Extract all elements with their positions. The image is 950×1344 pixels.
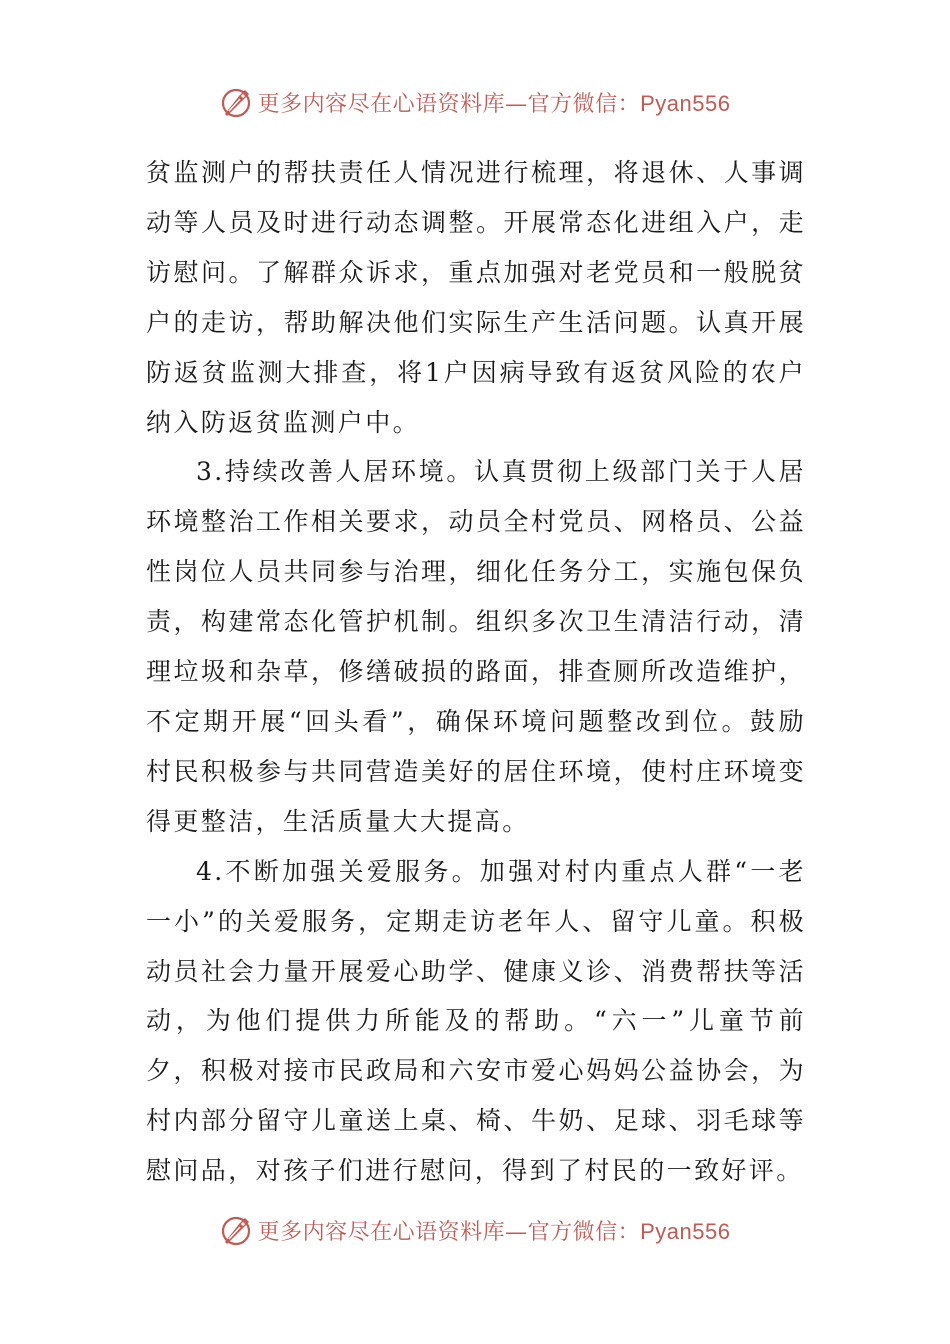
- footer-banner-text: 更多内容尽在心语资料库—官方微信：Pyan556: [257, 1218, 731, 1245]
- pen-nib-logo-icon: [220, 85, 254, 119]
- paragraph-living-environment: 3.持续改善人居环境。认真贯彻上级部门关于人居环境整治工作相关要求，动员全村党员、网格员、公益性岗位人员共同参与治理，细化任务分工，实施包保负责，构建常态化管护机制。组织多次卫生清洁行动，清理垃圾和杂草，修缮破损的路面，排查厕所改造维护，不定期开展“回头看”，确保环境问题整改到位。鼓励村民积极参与共同营造美好的居住环境，使村庄环境变得更整洁，生活质量大大提高。: [146, 457, 806, 836]
- footer-watermark-banner: [0, 1210, 950, 1250]
- paragraph-monitoring-continued: 贫监测户的帮扶责任人情况进行梳理，将退休、人事调动等人员及时进行动态调整。开展常态化进组入户，走访慰问。了解群众诉求，重点加强对老党员和一般脱贫户的走访，帮助解决他们实际生产生活问题。认真开展防返贫监测大排查，将1户因病导致有返贫风险的农户纳入防返贫监测户中。: [146, 158, 806, 437]
- paragraph-care-services: 4.不断加强关爱服务。加强对村内重点人群“一老一小”的关爱服务，定期走访老年人、留守儿童。积极动员社会力量开展爱心助学、健康义诊、消费帮扶等活动，为他们提供力所能及的帮助。“六一”儿童节前夕，积极对接市民政局和六安市爱心妈妈公益协会，为村内部分留守儿童送上桌、椅、牛奶、足球、羽毛球等慰问品，对孩子们进行慰问，得到了村民的一致好评。: [146, 856, 806, 1186]
- header-watermark-banner: [0, 82, 950, 122]
- document-body: [146, 148, 806, 1196]
- header-banner-text: 更多内容尽在心语资料库—官方微信：Pyan556: [257, 90, 731, 117]
- wechat-id: Pyan556: [640, 1218, 731, 1244]
- pen-nib-logo-icon: [220, 1213, 254, 1247]
- wechat-id: Pyan556: [640, 90, 731, 116]
